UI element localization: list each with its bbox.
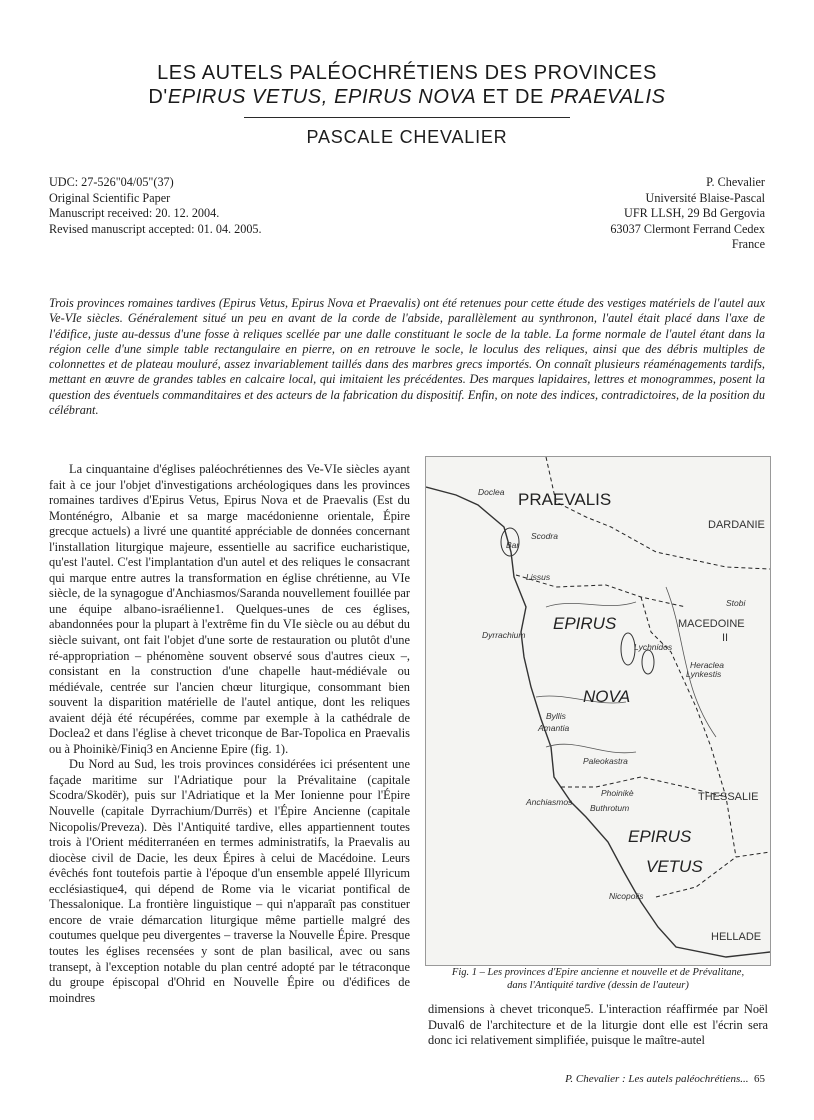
map-label-macedoine: MACEDOINE xyxy=(678,618,745,630)
article-title-line-2 xyxy=(0,86,814,109)
page-number: 65 xyxy=(754,1073,765,1085)
body-paragraph-1: La cinquantaine d'églises paléochrétiennes des Ve-VIe siècles ayant fait à ce jour l'objet d'investigations archéologiques dans les provinces romaines tardives d'Epirus Vetus, Epirus Nova et de Praevalis (Est du Monténégro, Albanie et sa marge macédonienne orientale, Épire grecque actuels) a livré une quantité appréciable de données concernant l'installation liturgique majeure, essentielle au sacrifice eucharistique, qu'est l'autel. C'est l'implantation d'un autel et des reliques le consacrant qui marque entre autres la transformation en église chrétienne, au VIe siècle, de la synagogue d'Anchiasmos/Saranda nouvellement fouillée par une équipe albano-israélienne1. Quelques-unes de ces églises, abandonnées pour la plupart à l'extrême fin du VIe siècle ou au début du siècle suivant, ont fait l'objet d'une sorte de restauration ou plutôt d'une ré-appropriation – phénomène souvent observé sous d'autres cieux –, consistant en la construction d'une chapelle haut-médiévale ou médiévale, centrée sur l'ancien chœur liturgique, consommant bien souvent la disparition matérielle de l'autel antique, dont les reliques avaient déjà été récupérées, comme par exemple à la cathédrale de Doclea2 et dans l'église à chevet triconque de Bar-Topolica en Praevalis ou à Phoinikè/Finiq3 en Ancienne Epire (fig. 1). xyxy=(49,462,410,756)
address-faculty: UFR LLSH, 29 Bd Gergovia xyxy=(624,206,765,220)
river xyxy=(546,602,636,607)
map-label-nova: NOVA xyxy=(583,687,631,706)
city-lissus: Lissus xyxy=(526,572,551,582)
meta-accepted: Revised manuscript accepted: 01. 04. 2005. xyxy=(49,221,262,236)
title-rule xyxy=(244,117,570,118)
city-lynkestis: Lynkestis xyxy=(686,669,722,679)
title-epirus-nova: EPIRUS NOVA xyxy=(334,86,477,108)
city-heraclea: Heraclea xyxy=(690,660,725,670)
abstract: Trois provinces romaines tardives (Epirus Vetus, Epirus Nova et Praevalis) ont été retenues pour cette étude des vestiges matériels de l'autel aux Ve-VIe siècles. Généralement situé un peu en avant de la corde de l'abside, parallèlement au synthronon, l'autel était placé dans l'axe de l'édifice, juste au-dessus d'une fosse à reliques scellée par une dalle constituant le socle de la table. La forme normale de l'autel étant dans la région celle d'une simple table rectangulaire en pierre, on en retrouve le socle, le loculus des reliques, ainsi que des débris multiples de colonnettes et de plateau mouluré, assez invariablement taillés dans des marbres grecs importés. On connaît plusieurs réaménagements tardifs, mettant en œuvre de grandes tables en calcaire local, qui imitaient les précédentes. Des marques lapidaires, lettres et monogrammes, posent la question des éventuels commanditaires et des acteurs de la fabrication du dispositif. Enfin, on note des indices, contradictoires, de la position du célébrant. xyxy=(49,296,765,418)
body-column-right: dimensions à chevet triconque5. L'interaction réaffirmée par Noël Duval6 de l'architecture et de la liturgie dont elle est l'écrin sera donc ici relativement simplifiée, puisque le maître-autel xyxy=(428,1002,768,1048)
running-head: P. Chevalier : Les autels paléochrétiens... xyxy=(565,1073,749,1085)
address-country: France xyxy=(731,237,765,251)
city-bar: Bar xyxy=(506,540,520,550)
body-column-left xyxy=(49,462,410,1006)
city-scodra: Scodra xyxy=(531,531,558,541)
map-label-epirus-vetus-2: VETUS xyxy=(646,857,703,876)
city-paleokastra: Paleokastra xyxy=(583,756,628,766)
title-epirus-vetus: EPIRUS VETUS, xyxy=(167,86,328,108)
map-label-hellade: HELLADE xyxy=(711,931,762,943)
article-title-line-1: LES AUTELS PALÉOCHRÉTIENS DES PROVINCES xyxy=(157,62,657,84)
city-lychnidos: Lychnidos xyxy=(634,642,673,652)
author-address xyxy=(610,175,765,253)
caption-line-2: dans l'Antiquité tardive (dessin de l'auteur) xyxy=(507,980,689,991)
frontier xyxy=(546,457,770,569)
manuscript-metadata xyxy=(49,175,262,237)
title-mid: ET DE xyxy=(482,86,544,108)
city-nicopolis: Nicopolis xyxy=(609,891,644,901)
address-university: Université Blaise-Pascal xyxy=(645,190,765,205)
city-buthrotum: Buthrotum xyxy=(590,803,630,813)
map-label-epirus-vetus-1: EPIRUS xyxy=(628,827,692,846)
city-amantia: Amantia xyxy=(538,723,570,733)
caption-line-1: Fig. 1 – Les provinces d'Epire ancienne et nouvelle et de Prévalitane, xyxy=(451,967,745,978)
author-name: PASCALE CHEVALIER xyxy=(306,127,508,147)
map-label-macedoine-num: II xyxy=(722,632,729,644)
city-phoinike: Phoinikè xyxy=(601,788,634,798)
city-dyrrachium: Dyrrachium xyxy=(482,630,526,640)
city-byllis: Byllis xyxy=(546,711,566,721)
figure-caption xyxy=(428,966,768,992)
river xyxy=(546,744,636,753)
provinces-map-figure xyxy=(425,456,771,966)
city-stobi: Stobi xyxy=(726,598,746,608)
map-label-thessalie: THESSALIE xyxy=(698,791,759,803)
meta-paper-type: Original Scientific Paper xyxy=(49,190,171,205)
meta-received: Manuscript received: 20. 12. 2004. xyxy=(49,206,220,220)
map-label-dardanie: DARDANIE xyxy=(708,519,765,531)
body-paragraph-2: Du Nord au Sud, les trois provinces considérées ici présentent une façade maritime sur l'Adriatique pour la Prévalitaine (capitale Scodra/Skodër), puis sur l'Adriatique et la Mer Ionienne pour l'Épire Nouvelle (capitale Dyrrachium/Durrës) et l'Épire Ancienne (capitale Nicopolis/Preveza). Dès l'Antiquité tardive, elles appartiennent toutes trois à l'Orient méditerranéen en termes administratifs, la Praevalis au diocèse civil de Dacie, les deux Épires à celui de Macédoine. Leurs évêchés font toutefois partie à l'époque d'un ensemble appelé Illyricum ecclésiastique4, qui dépend de Rome via le vicariat pontifical de Thessalonique. La frontière linguistique – qui n'apparaît pas constituer encore de vraie démarcation liturgique même partielle malgré des coutumes quelque peu divergentes – traverse la Nouvelle Épire. Presque toutes les églises recensées y sont de plan basilical, avec ou sans transept, à l'exception notable du plan centré adopté par le tétraconque du groupe épiscopal d'Ohrid en Nouvelle Épire ou d'édifices de moindres xyxy=(49,757,410,1005)
coastline xyxy=(426,487,770,957)
city-anchiasmos: Anchiasmos xyxy=(526,797,573,807)
address-name: P. Chevalier xyxy=(706,175,765,189)
title-praevalis: PRAEVALIS xyxy=(550,86,666,108)
city-doclea: Doclea xyxy=(478,487,505,497)
title-prefix: D' xyxy=(148,86,168,108)
address-city: 63037 Clermont Ferrand Cedex xyxy=(610,221,765,236)
map-label-praevalis: PRAEVALIS xyxy=(518,490,612,509)
map-label-epirus: EPIRUS xyxy=(553,614,617,633)
lake-ohrid xyxy=(621,633,635,665)
page-footer xyxy=(565,1073,765,1085)
lake-prespa xyxy=(642,650,654,674)
meta-udc: UDC: 27-526"04/05"(37) xyxy=(49,175,174,189)
